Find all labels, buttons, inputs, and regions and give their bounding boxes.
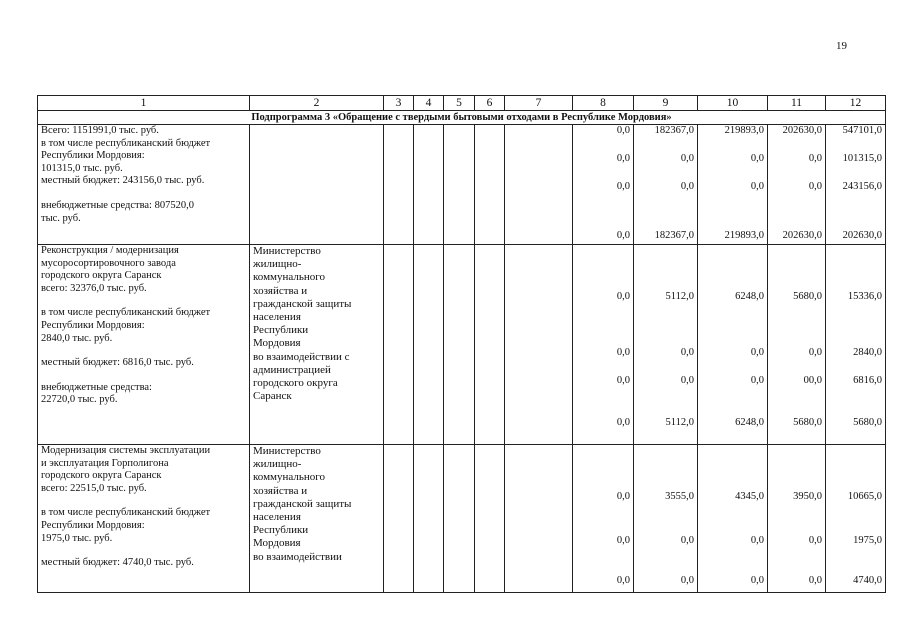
executor-line: населения bbox=[253, 310, 301, 323]
value: 0,0 bbox=[616, 575, 630, 586]
description-line bbox=[41, 345, 246, 357]
value: 0,0 bbox=[808, 181, 822, 192]
value: 5680,0 bbox=[853, 417, 882, 428]
value: 10665,0 bbox=[847, 491, 882, 502]
measure-description bbox=[38, 245, 250, 445]
value: 202630,0 bbox=[782, 125, 822, 136]
empty-cell bbox=[384, 445, 414, 593]
value: 0,0 bbox=[680, 181, 694, 192]
empty-cell bbox=[444, 245, 475, 445]
value: 0,0 bbox=[616, 347, 630, 358]
description-line: мусоросортировочного завода bbox=[41, 257, 176, 269]
subprogram-title: Подпрограмма 3 «Обращение с твердыми бытовыми отходами в Республике Мордовия» bbox=[38, 111, 886, 125]
empty-cell bbox=[505, 445, 573, 593]
value: 0,0 bbox=[750, 153, 764, 164]
value: 0,0 bbox=[750, 535, 764, 546]
executor-line: хозяйства и bbox=[253, 484, 308, 497]
value: 547101,0 bbox=[842, 125, 882, 136]
description-line bbox=[41, 188, 246, 200]
description-line: в том числе республиканский бюджет bbox=[41, 137, 211, 149]
value: 182367,0 bbox=[654, 230, 694, 241]
col-header: 1 bbox=[38, 96, 250, 111]
col-header: 2 bbox=[250, 96, 384, 111]
description-line: 1975,0 тыс. руб. bbox=[41, 532, 113, 544]
value-cell bbox=[634, 445, 698, 593]
value: 3555,0 bbox=[665, 491, 694, 502]
description-line: Республики Мордовия: bbox=[41, 519, 145, 531]
empty-cell bbox=[505, 245, 573, 445]
executor-line: жилищно- bbox=[253, 258, 302, 271]
value-cell bbox=[573, 125, 634, 245]
description-line: местный бюджет: 6816,0 тыс. руб. bbox=[41, 357, 194, 369]
description-line: тыс. руб. bbox=[41, 212, 81, 224]
description-line: Всего: 1151991,0 тыс. руб. bbox=[41, 125, 159, 136]
empty-cell bbox=[414, 245, 444, 445]
description-line: внебюджетные средства: bbox=[41, 381, 152, 393]
executor-line: Мордовия bbox=[253, 337, 301, 350]
value: 0,0 bbox=[750, 181, 764, 192]
value: 6248,0 bbox=[735, 291, 764, 302]
executor-line: хозяйства и bbox=[253, 284, 308, 297]
table-row bbox=[38, 445, 886, 593]
value-cell bbox=[698, 445, 768, 593]
executor-line: Саранск bbox=[253, 390, 292, 403]
subprogram-row bbox=[38, 111, 886, 125]
program-table bbox=[37, 95, 886, 593]
value: 0,0 bbox=[750, 375, 764, 386]
value: 3950,0 bbox=[793, 491, 822, 502]
description-line: Модернизация системы эксплуатации bbox=[41, 445, 211, 456]
value: 0,0 bbox=[616, 417, 630, 428]
description-line: 22720,0 тыс. руб. bbox=[41, 394, 118, 406]
measure-description bbox=[38, 125, 250, 245]
empty-cell bbox=[475, 125, 505, 245]
executor-line: гражданской защиты bbox=[253, 497, 352, 510]
value-cell bbox=[573, 445, 634, 593]
description-line: городского округа Саранск bbox=[41, 270, 162, 282]
description-line bbox=[41, 295, 246, 307]
value-cell bbox=[826, 125, 886, 245]
col-header: 8 bbox=[573, 96, 634, 111]
empty-cell bbox=[384, 245, 414, 445]
col-header: 12 bbox=[826, 96, 886, 111]
value: 5112,0 bbox=[665, 291, 694, 302]
value: 0,0 bbox=[616, 375, 630, 386]
value: 0,0 bbox=[616, 535, 630, 546]
col-header: 7 bbox=[505, 96, 573, 111]
table-row bbox=[38, 245, 886, 445]
col-header: 3 bbox=[384, 96, 414, 111]
value: 0,0 bbox=[680, 153, 694, 164]
description-line: 101315,0 тыс. руб. bbox=[41, 162, 123, 174]
executor-line: во взаимодействии bbox=[253, 550, 342, 563]
value: 15336,0 bbox=[847, 291, 882, 302]
description-line bbox=[41, 545, 246, 557]
value-cell bbox=[634, 125, 698, 245]
description-line: всего: 22515,0 тыс. руб. bbox=[41, 482, 147, 494]
value: 5680,0 bbox=[793, 417, 822, 428]
executor-line: Министерство bbox=[253, 245, 321, 257]
value: 0,0 bbox=[680, 575, 694, 586]
value: 1975,0 bbox=[853, 535, 882, 546]
value: 0,0 bbox=[616, 153, 630, 164]
executor-line: коммунального bbox=[253, 471, 325, 484]
value: 0,0 bbox=[808, 153, 822, 164]
empty-cell bbox=[475, 245, 505, 445]
value: 0,0 bbox=[750, 347, 764, 358]
value: 5112,0 bbox=[665, 417, 694, 428]
page-number: 19 bbox=[836, 40, 847, 52]
description-line: и эксплуатация Горполигона bbox=[41, 457, 169, 469]
value: 0,0 bbox=[616, 125, 630, 136]
executor-line: городского округа bbox=[253, 376, 338, 389]
description-line: внебюджетные средства: 807520,0 bbox=[41, 199, 194, 211]
empty-cell bbox=[444, 125, 475, 245]
col-header: 4 bbox=[414, 96, 444, 111]
col-header: 10 bbox=[698, 96, 768, 111]
executor bbox=[250, 125, 384, 245]
description-line bbox=[41, 495, 246, 507]
value-cell bbox=[768, 125, 826, 245]
description-line: Республики Мордовия: bbox=[41, 319, 145, 331]
description-line: в том числе республиканский бюджет bbox=[41, 307, 211, 319]
value-cell bbox=[826, 445, 886, 593]
value: 6816,0 bbox=[853, 375, 882, 386]
executor bbox=[250, 445, 384, 593]
empty-cell bbox=[505, 125, 573, 245]
executor-line: Министерство bbox=[253, 445, 321, 457]
value: 243156,0 bbox=[842, 181, 882, 192]
col-header: 9 bbox=[634, 96, 698, 111]
executor-line: Мордовия bbox=[253, 537, 301, 550]
value: 0,0 bbox=[616, 491, 630, 502]
value: 202630,0 bbox=[842, 230, 882, 241]
value-cell bbox=[573, 245, 634, 445]
value: 0,0 bbox=[808, 347, 822, 358]
description-line: 2840,0 тыс. руб. bbox=[41, 332, 113, 344]
description-line: местный бюджет: 4740,0 тыс. руб. bbox=[41, 557, 194, 569]
value: 219893,0 bbox=[724, 230, 764, 241]
description-line: в том числе республиканский бюджет bbox=[41, 507, 211, 519]
executor-line: населения bbox=[253, 510, 301, 523]
value-cell bbox=[768, 245, 826, 445]
measure-description bbox=[38, 445, 250, 593]
empty-cell bbox=[475, 445, 505, 593]
value: 182367,0 bbox=[654, 125, 694, 136]
description-line: Республики Мордовия: bbox=[41, 150, 145, 162]
value: 2840,0 bbox=[853, 347, 882, 358]
value: 0,0 bbox=[616, 230, 630, 241]
value-cell bbox=[698, 245, 768, 445]
value: 4740,0 bbox=[853, 575, 882, 586]
col-header: 11 bbox=[768, 96, 826, 111]
executor-line: администрацией bbox=[253, 363, 331, 376]
value: 0,0 bbox=[808, 575, 822, 586]
executor-line: во взаимодействии с bbox=[253, 350, 350, 363]
value: 5680,0 bbox=[793, 291, 822, 302]
value: 0,0 bbox=[680, 375, 694, 386]
executor-line: коммунального bbox=[253, 271, 325, 284]
value-cell bbox=[826, 245, 886, 445]
executor-line: гражданской защиты bbox=[253, 297, 352, 310]
value-cell bbox=[634, 245, 698, 445]
empty-cell bbox=[444, 445, 475, 593]
value: 6248,0 bbox=[735, 417, 764, 428]
empty-cell bbox=[414, 445, 444, 593]
col-header: 5 bbox=[444, 96, 475, 111]
executor bbox=[250, 245, 384, 445]
value: 0,0 bbox=[750, 575, 764, 586]
description-line: Реконструкция / модернизация bbox=[41, 245, 179, 256]
value: 219893,0 bbox=[724, 125, 764, 136]
description-line bbox=[41, 370, 246, 382]
executor-line: Республики bbox=[253, 524, 309, 537]
empty-cell bbox=[414, 125, 444, 245]
value: 0,0 bbox=[616, 181, 630, 192]
value: 202630,0 bbox=[782, 230, 822, 241]
col-header: 6 bbox=[475, 96, 505, 111]
table-row bbox=[38, 125, 886, 245]
executor-line: жилищно- bbox=[253, 458, 302, 471]
empty-cell bbox=[384, 125, 414, 245]
description-line: городского округа Саранск bbox=[41, 470, 162, 482]
value-cell bbox=[768, 445, 826, 593]
value: 4345,0 bbox=[735, 491, 764, 502]
value: 0,0 bbox=[680, 535, 694, 546]
executor-line: Республики bbox=[253, 324, 309, 337]
value: 00,0 bbox=[803, 375, 822, 386]
value-cell bbox=[698, 125, 768, 245]
column-number-row bbox=[38, 96, 886, 111]
value: 0,0 bbox=[616, 291, 630, 302]
description-line: местный бюджет: 243156,0 тыс. руб. bbox=[41, 175, 205, 187]
value: 101315,0 bbox=[842, 153, 882, 164]
description-line: всего: 32376,0 тыс. руб. bbox=[41, 282, 147, 294]
value: 0,0 bbox=[808, 535, 822, 546]
value: 0,0 bbox=[680, 347, 694, 358]
